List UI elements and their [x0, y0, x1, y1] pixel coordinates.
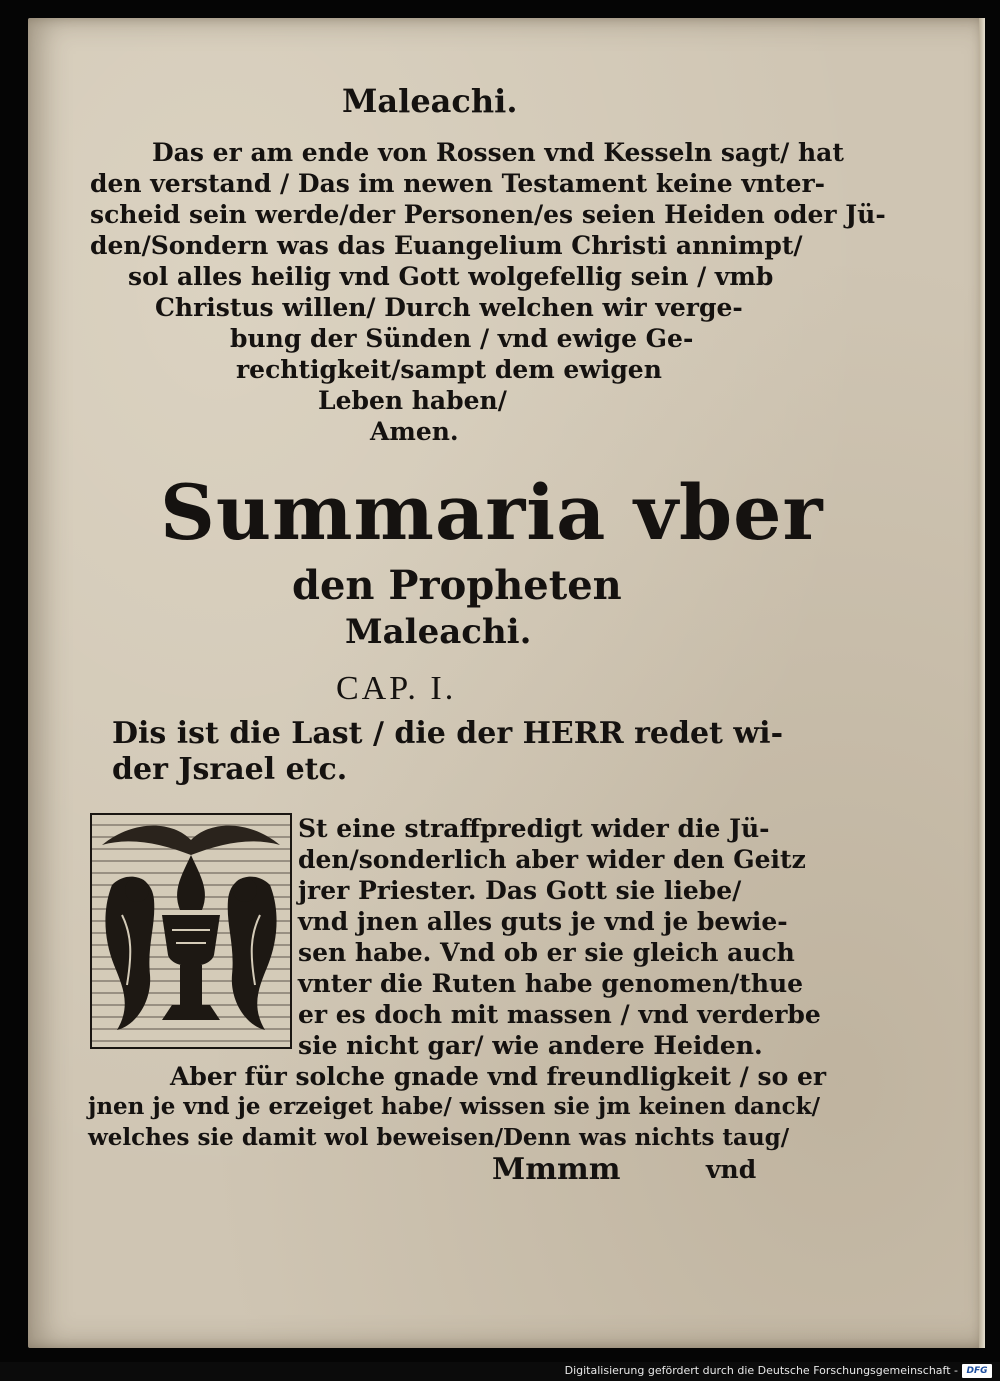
intro-line: den verstand / Das im newen Testament keine vnter-: [90, 169, 826, 198]
subtitle-line: den Propheten: [292, 562, 622, 609]
chapter-verse: der Jsrael etc.: [112, 752, 348, 787]
ornament-initial-icon: [92, 815, 290, 1047]
body-line: jrer Priester. Das Gott sie liebe/: [298, 876, 742, 905]
dfg-logo-icon: DFG: [962, 1364, 992, 1378]
chapter-label: CAP. I.: [336, 670, 457, 707]
body-line: vnter die Ruten habe genomen/thue: [298, 969, 804, 998]
subtitle-prophet: Maleachi.: [345, 612, 532, 652]
body-line: Aber für solche gnade vnd freundligkeit / so er: [170, 1062, 827, 1091]
body-line: sen habe. Vnd ob er sie gleich auch: [298, 938, 795, 967]
intro-line: sol alles heilig vnd Gott wolgefellig sein / vmb: [128, 262, 774, 291]
funding-credit: Digitalisierung gefördert durch die Deutsche Forschungsgemeinschaft -: [564, 1364, 958, 1377]
chapter-verse: Dis ist die Last / die der HERR redet wi-: [112, 716, 784, 751]
intro-line: rechtigkeit/sampt dem ewigen: [236, 355, 662, 384]
intro-line: Das er am ende von Rossen vnd Kesseln sagt/ hat: [152, 138, 844, 167]
running-title: Maleachi.: [342, 82, 518, 120]
intro-line: bung der Sünden / vnd ewige Ge-: [230, 324, 694, 353]
catchword: vnd: [706, 1155, 757, 1184]
intro-line: Leben haben/: [318, 386, 507, 415]
intro-line: den/Sondern was das Euangelium Christi annimpt/: [90, 231, 803, 260]
body-line: jnen je vnd je erzeiget habe/ wissen sie jm keinen danck/: [88, 1093, 821, 1120]
body-line: St eine straffpredigt wider die Jü-: [298, 814, 770, 843]
page-edge: [979, 18, 985, 1348]
body-line: den/sonderlich aber wider den Geitz: [298, 845, 806, 874]
body-line: sie nicht gar/ wie andere Heiden.: [298, 1031, 763, 1060]
intro-line: Amen.: [370, 417, 459, 446]
woodcut-initial-e: [90, 813, 292, 1049]
signature-mark: Mmmm: [492, 1152, 621, 1187]
intro-line: scheid sein werde/der Personen/es seien Heiden oder Jü-: [90, 200, 886, 229]
intro-line: Christus willen/ Durch welchen wir verge-: [155, 293, 743, 322]
body-line: vnd jnen alles guts je vnd je bewie-: [298, 907, 788, 936]
body-line: welches sie damit wol beweisen/Denn was nichts taug/: [88, 1124, 790, 1151]
main-title: Summaria vber: [160, 468, 824, 557]
body-line: er es doch mit massen / vnd verderbe: [298, 1000, 821, 1029]
